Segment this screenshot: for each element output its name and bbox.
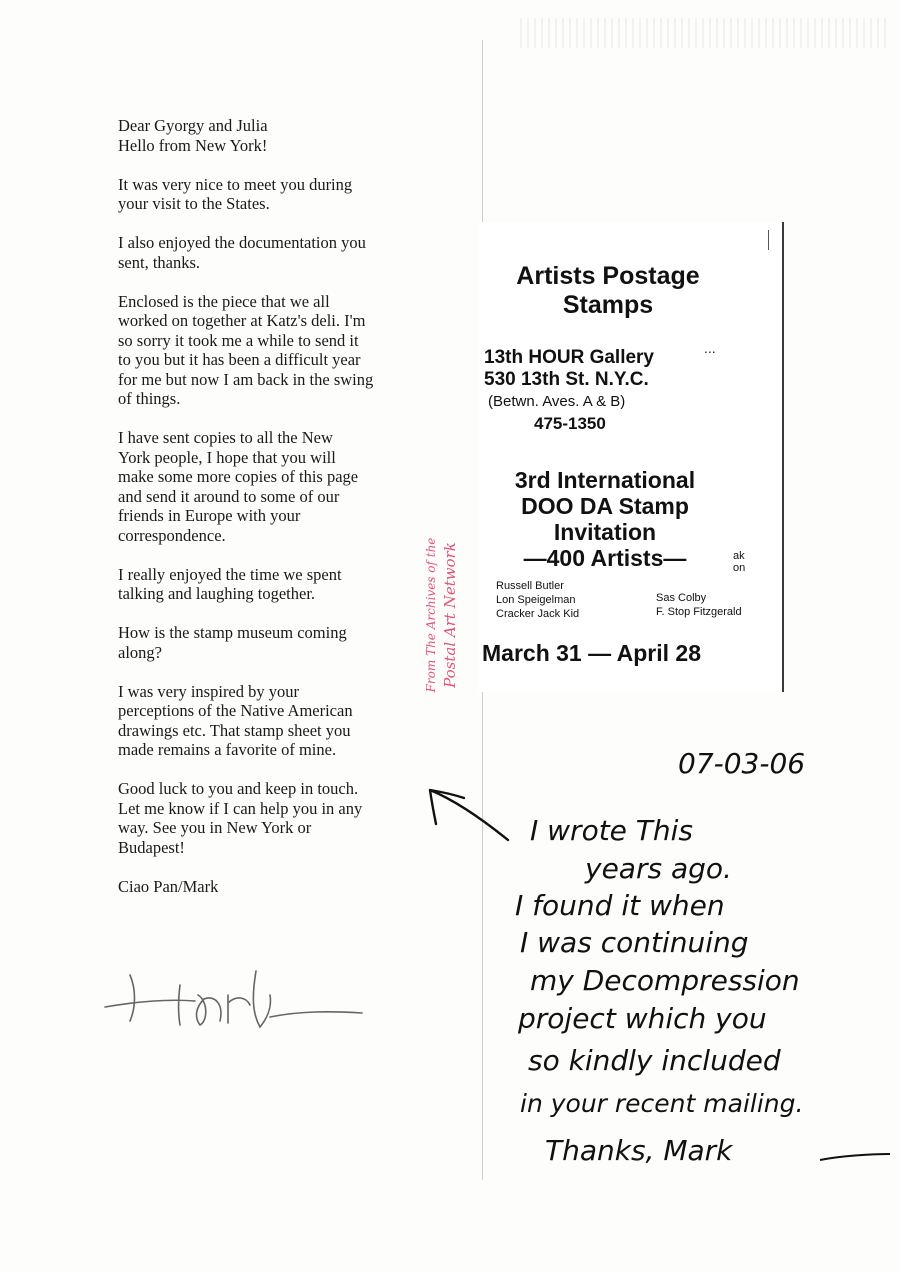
letter-line: to you but it has been a difficult year [118, 350, 361, 369]
letter-line: talking and laughing together. [118, 584, 316, 603]
flyer-corner-mark [768, 230, 769, 250]
artist-list-right [656, 591, 786, 619]
gallery-between: (Betwn. Aves. A & B) [488, 393, 626, 410]
letter-paragraph [118, 565, 418, 604]
letter-line: your visit to the States. [118, 194, 270, 213]
flyer-title-line2: Stamps [562, 291, 654, 319]
letter-line: so sorry it took me a while to send it [118, 330, 359, 350]
letter-line: Let me know if I can help you in any [118, 798, 363, 818]
letter-paragraph [118, 877, 418, 897]
letter-line: perceptions of the Native American [118, 701, 353, 720]
letter-line: How is the stamp museum coming [118, 623, 347, 642]
letter-line: and send it around to some of our [118, 486, 340, 506]
side-text-1: ak [733, 550, 745, 562]
letter-paragraph [118, 292, 418, 409]
artist-name: Russell Butler [496, 580, 564, 592]
letter-line: made remains a favorite of mine. [118, 740, 337, 759]
event-line3: Invitation [553, 519, 657, 545]
letter-paragraph [118, 233, 418, 272]
letter-line: worked on together at Katz's deli. I'm [118, 311, 366, 330]
letter-line: drawings etc. That stamp sheet you [118, 720, 351, 740]
letter-line: correspondence. [118, 525, 226, 545]
letter-line: Good luck to you and keep in touch. [118, 779, 359, 798]
handwritten-line: so kindly included [528, 1044, 781, 1077]
handwritten-line: I wrote This [530, 814, 694, 847]
event-line1: 3rd International [514, 467, 696, 493]
letter-paragraph [118, 779, 418, 857]
letter-paragraph [118, 175, 418, 214]
handwritten-line: my Decompression [530, 964, 800, 997]
flyer-side-text [733, 550, 745, 574]
handwritten-line: project which you [518, 1002, 767, 1035]
letter-line: I also enjoyed the documentation you [118, 233, 366, 252]
letter-paragraph [118, 623, 418, 662]
archive-stamp-line2: Postal Art Network [441, 542, 459, 688]
gallery-phone: 475-1350 [534, 414, 606, 433]
flyer-title-line1: Artists Postage [516, 262, 700, 290]
letter-line: make some more copies of this page [118, 467, 359, 486]
letter-line: Ciao Pan/Mark [118, 876, 219, 896]
artist-name: Sas Colby [656, 592, 707, 604]
gallery-address: 530 13th St. N.Y.C. [484, 369, 649, 390]
event-line2: DOO DA Stamp [521, 493, 689, 519]
archive-stamp-line1: From The Archives of the [424, 537, 438, 693]
letter-line: along? [118, 642, 162, 662]
letter-line: York people, I hope that you will [118, 447, 336, 467]
arrow-mark [430, 790, 508, 840]
letter-line: Enclosed is the piece that we all [118, 291, 330, 311]
letter-line: sent, thanks. [118, 252, 201, 272]
signature-mark [100, 955, 370, 1045]
gallery-name: 13th HOUR Gallery [484, 347, 654, 368]
handwritten-line: Thanks, Mark [545, 1134, 733, 1167]
artist-list-left [496, 579, 636, 621]
flyer-title [478, 262, 738, 320]
letter-line: Budapest! [118, 837, 185, 857]
letter-line: way. See you in New York or [118, 818, 312, 837]
artist-name: Lon Speigelman [496, 594, 576, 606]
letter-paragraph [118, 428, 418, 545]
letter-line: Hello from New York! [118, 135, 268, 155]
letter-line: friends in Europe with your [118, 506, 301, 525]
exhibition-flyer [478, 222, 784, 692]
typed-letter [118, 116, 418, 916]
scan-noise [520, 18, 890, 48]
handwritten-line: years ago. [585, 852, 732, 885]
letter-line: for me but now I am back in the swing [118, 369, 374, 389]
handwritten-date: 07-03-06 [678, 747, 806, 780]
letter-line: I have sent copies to all the New [118, 428, 333, 447]
letter-paragraph [118, 682, 418, 760]
handwritten-signature-tail [820, 1154, 890, 1160]
handwritten-line: in your recent mailing. [520, 1089, 804, 1118]
letter-line: It was very nice to meet you during [118, 174, 353, 194]
event-line4: —400 Artists— [523, 545, 687, 571]
letter-line: I really enjoyed the time we spent [118, 564, 342, 584]
letter-paragraph [118, 116, 418, 155]
artist-name: Cracker Jack Kid [496, 608, 580, 620]
archive-stamp [420, 515, 466, 715]
side-text-2: on [733, 562, 746, 574]
letter-line: I was very inspired by your [118, 681, 300, 701]
letter-line: of things. [118, 389, 181, 408]
handwritten-line: I found it when [515, 889, 725, 922]
exhibition-dates: March 31 — April 28 [482, 640, 702, 666]
handwritten-note [420, 740, 900, 1190]
letter-line: Dear Gyorgy and Julia [118, 116, 268, 135]
gallery-info [484, 347, 724, 435]
artist-name: F. Stop Fitzgerald [656, 606, 742, 618]
flyer-dots: ... [704, 340, 716, 356]
event-title [478, 467, 732, 571]
handwritten-line: I was continuing [520, 926, 749, 959]
